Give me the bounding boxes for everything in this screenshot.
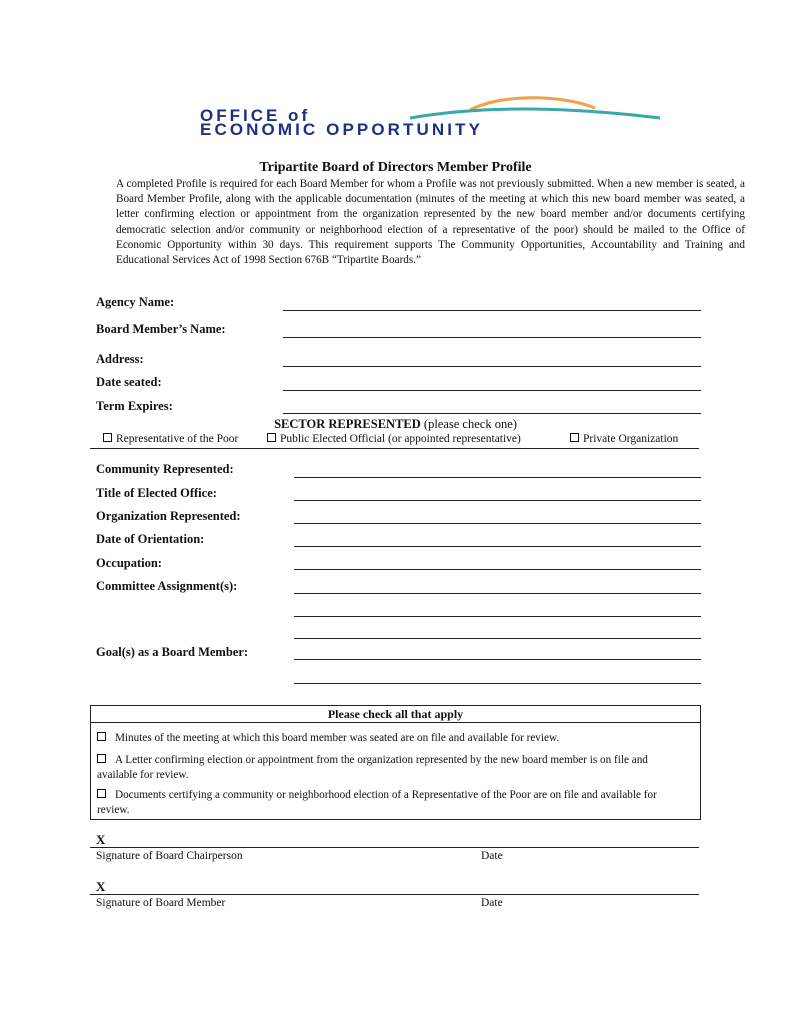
organization-represented-field[interactable] xyxy=(294,523,701,524)
checklist-item-text: A Letter confirming election or appointment from the organization represented by the new board member is on file and available for review. xyxy=(97,754,648,781)
title-elected-office-field[interactable] xyxy=(294,500,701,501)
agency-name-field[interactable] xyxy=(283,310,701,311)
signature-mark-chairperson: X xyxy=(96,832,106,847)
oeo-logo xyxy=(200,96,670,144)
member-signature-label: Signature of Board Member xyxy=(96,897,226,909)
logo-line-1: OFFICE of xyxy=(200,106,311,125)
occupation-label: Occupation: xyxy=(96,556,162,570)
intro-paragraph: A completed Profile is required for each Board Member for whom a Profile was not previously submitted. When a new member is seated, a Board Member Profile, along with the applicable documentation (minutes of the meeting at which this new board member was seated, a letter confirming election or appointment from the organization represented by the new board member and/or documents certifying democratic selection and/or community or neighborhood election of a representative of the poor) should be mailed to the Office of Economic Opportunity within 30 days. This requirement supports The Community Opportunities, Accountability and Training and Educational Services Act of 1998 Section 676B “Tripartite Boards.” xyxy=(116,178,745,267)
checkbox-icon[interactable] xyxy=(570,433,579,442)
sector-option-label: Private Organization xyxy=(583,433,679,445)
goals-field[interactable] xyxy=(294,659,701,660)
date-seated-label: Date seated: xyxy=(96,375,162,389)
checkbox-icon[interactable] xyxy=(97,754,106,763)
checkbox-icon[interactable] xyxy=(267,433,276,442)
checklist-box xyxy=(90,705,701,820)
date-seated-field[interactable] xyxy=(283,390,701,391)
community-represented-field[interactable] xyxy=(294,477,701,478)
section-divider xyxy=(90,448,699,449)
agency-name-label: Agency Name: xyxy=(96,295,175,309)
checklist-item-text: Minutes of the meeting at which this board member was seated are on file and available for review. xyxy=(115,732,560,744)
sector-represented-heading xyxy=(0,417,791,432)
committee-assignments-field[interactable] xyxy=(294,593,701,594)
organization-represented-label: Organization Represented: xyxy=(96,509,241,523)
checkbox-icon[interactable] xyxy=(97,732,106,741)
sector-option-public-official[interactable] xyxy=(267,433,521,445)
sector-option-poor[interactable] xyxy=(103,433,238,445)
date-of-orientation-label: Date of Orientation: xyxy=(96,532,205,546)
address-field[interactable] xyxy=(283,366,701,367)
member-date-label: Date xyxy=(481,897,503,909)
sector-heading-rest: (please check one) xyxy=(420,417,517,431)
committee-assignments-field-2[interactable] xyxy=(294,616,701,617)
checklist-item-letter[interactable] xyxy=(97,753,689,782)
checklist-item-documents[interactable] xyxy=(97,788,689,817)
chairperson-signature-label: Signature of Board Chairperson xyxy=(96,850,243,862)
title-elected-office-label: Title of Elected Office: xyxy=(96,486,217,500)
address-label: Address: xyxy=(96,352,144,366)
community-represented-label: Community Represented: xyxy=(96,462,234,476)
checklist-item-minutes[interactable] xyxy=(97,731,689,746)
signature-mark-member: X xyxy=(96,879,106,894)
logo-line-2: ECONOMIC OPPORTUNITY xyxy=(200,120,484,139)
committee-assignments-label: Committee Assignment(s): xyxy=(96,579,238,593)
sector-option-label: Public Elected Official (or appointed representative) xyxy=(280,433,521,445)
sector-option-private-org[interactable] xyxy=(570,433,678,445)
sector-option-label: Representative of the Poor xyxy=(116,433,239,445)
committee-assignments-field-3[interactable] xyxy=(294,638,701,639)
chairperson-signature-line[interactable] xyxy=(90,847,699,848)
checkbox-icon[interactable] xyxy=(97,789,106,798)
chairperson-date-label: Date xyxy=(481,850,503,862)
member-signature-line[interactable] xyxy=(90,894,699,895)
date-of-orientation-field[interactable] xyxy=(294,546,701,547)
checklist-item-text: Documents certifying a community or neighborhood election of a Representative of the Poor are on file and available for review. xyxy=(97,789,657,816)
board-member-name-field[interactable] xyxy=(283,337,701,338)
term-expires-label: Term Expires: xyxy=(96,399,173,413)
occupation-field[interactable] xyxy=(294,569,701,570)
checklist-header: Please check all that apply xyxy=(91,706,700,723)
form-title: Tripartite Board of Directors Member Profile xyxy=(259,160,532,175)
term-expires-field[interactable] xyxy=(283,413,701,414)
goals-field-2[interactable] xyxy=(294,683,701,684)
checkbox-icon[interactable] xyxy=(103,433,112,442)
board-member-name-label: Board Member’s Name: xyxy=(96,322,226,336)
sector-heading-bold: SECTOR REPRESENTED xyxy=(274,417,421,431)
goals-label: Goal(s) as a Board Member: xyxy=(96,645,249,659)
